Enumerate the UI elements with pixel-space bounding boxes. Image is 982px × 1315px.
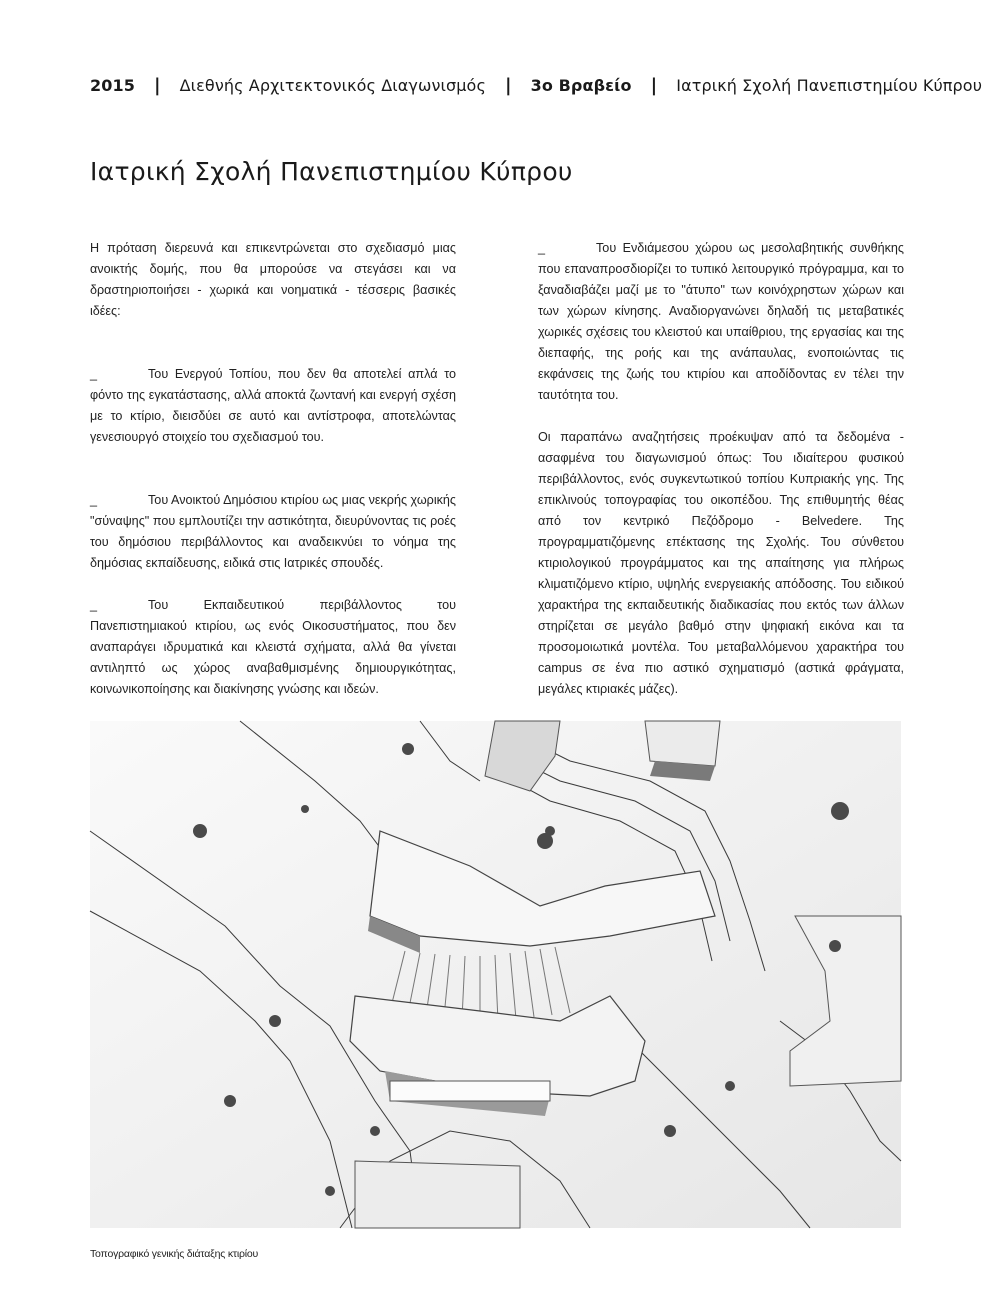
building-top-right <box>645 721 720 766</box>
page-header <box>90 72 982 98</box>
building-bottom <box>355 1161 520 1228</box>
list-dash: _ <box>538 241 546 255</box>
idea-text-4: Του Ενδιάμεσου χώρου ως μεσολαβητικής συνθήκης που επαναπροσδιορίζει το τυπικό λειτουργικό πρόγραμμα, και το ξαναδιαβάζει μαζί με το "άτυπο" των κοινόχρηστων χώρων και των χώρων κίνησης. Αναδιοργανώνει δηλαδή τις μεταβατικές χωρικές σχέσεις του κλειστού και υπαίθριου, της εργασίας και της διεπαφής, της ροής και της ανάπαυλας, ενοποιώντας τις εκφάνσεις της ζωής του κτιρίου και αποδίδοντας εν τέλει την ταυτότητα του. <box>538 241 904 402</box>
idea-text-3: Του Εκπαιδευτικού περιβάλλοντος του Πανεπιστημιακού κτιρίου, ως ενός Οικοσυστήματος, που δεν αναπαράγει ιδρυματικά και κλειστά σχήματα, αλλά θα γίνεται αντιληπτό ως χώρος αναβαθμισμένης δημιουργικότητας, κοινωνικοποίησης και διακίνησης γνώσης και ιδεών. <box>90 598 456 696</box>
idea-text-2: Του Ανοικτού Δημόσιου κτιρίου ως μιας νεκρής χωρικής "σύναψης" που εμπλουτίζει την αστικότητα, διευρύνοντας τις ροές του δημόσιου περιβάλλοντος και αναδεικνύει το νόημα της δημόσιας εκπαίδευσης, ειδικά στις Ιατρικές σπουδές. <box>90 493 456 570</box>
idea-paragraph-1 <box>90 364 456 448</box>
list-dash: _ <box>90 493 98 507</box>
idea-text-1: Του Ενεργού Τοπίου, που δεν θα αποτελεί απλά το φόντο της εγκατάστασης, αλλά αποκτά ζωντανή και ενεργή σχέση με το κτίριο, διεισδύει σε αυτό και αντίστροφα, αποτελώντας γενεσιουργό στοιχείο του σχεδιασμού του. <box>90 367 456 444</box>
right-text-column <box>538 238 904 721</box>
header-separator: | <box>153 74 161 96</box>
header-separator: | <box>650 74 658 96</box>
left-text-column <box>90 238 456 721</box>
building-terrace <box>390 1081 550 1101</box>
site-model-photo <box>90 721 901 1228</box>
site-plan-illustration <box>90 721 901 1228</box>
header-award: 3ο Βραβείο <box>530 75 632 95</box>
context-paragraph: Οι παραπάνω αναζητήσεις προέκυψαν από τα δεδομένα - ασαφμένα του διαγωνισμού όπως: Του ιδιαίτερου φυσικού περιβάλλοντος, ενός συγκεντωτικού τοπίου Κυπριακής γης. Της επικλινούς τοπογραφίας του οικοπέδου. Της επιθυμητής θέας από τον κεντρικό Πεζόδρομο - Belvedere. Της προγραμματιζόμενης επέκτασης της Σχολής. Του σύνθετου κτιριολογικού προγράμματος και της απαίτησης για πλήρως κλιματιζόμενο κτίριο, υψηλής ενεργειακής απόδοσης. Του ειδικού χαρακτήρα της εκπαιδευτικής διαδικασίας που εκτός των άλλων στηρίζεται σε μεγάλο βαθμό στην ψηφιακή εικόνα και τα προσομοιωτικά μοντέλα. Του μεταβαλλόμενου χαρακτήρα του campus σε ένα πιο αστικό σχηματισμό (αστικά φράγματα, μεγάλες κτιριακές μάζες). <box>538 430 904 696</box>
header-project: Ιατρική Σχολή Πανεπιστημίου Κύπρου <box>676 75 982 95</box>
list-dash: _ <box>90 598 98 612</box>
page-title: Ιατρική Σχολή Πανεπιστημίου Κύπρου <box>90 156 573 186</box>
list-dash: _ <box>90 367 98 381</box>
figure-caption: Τοπογραφικό γενικής διάταξης κτιρίου <box>90 1248 259 1260</box>
intro-paragraph: Η πρόταση διερευνά και επικεντρώνεται στο σχεδιασμό μιας ανοικτής δομής, που θα μπορούσε να στεγάσει και να δραστηριοποιήσει - χωρικά και νοηματικά - τέσσερις βασικές ιδέες: <box>90 241 456 318</box>
header-separator: | <box>504 74 512 96</box>
idea-paragraph-2 <box>90 490 456 574</box>
header-competition: Διεθνής Αρχιτεκτονικός Διαγωνισμός <box>179 75 486 95</box>
header-year: 2015 <box>90 75 135 95</box>
idea-paragraph-4 <box>538 238 904 406</box>
idea-paragraph-3 <box>90 595 456 700</box>
